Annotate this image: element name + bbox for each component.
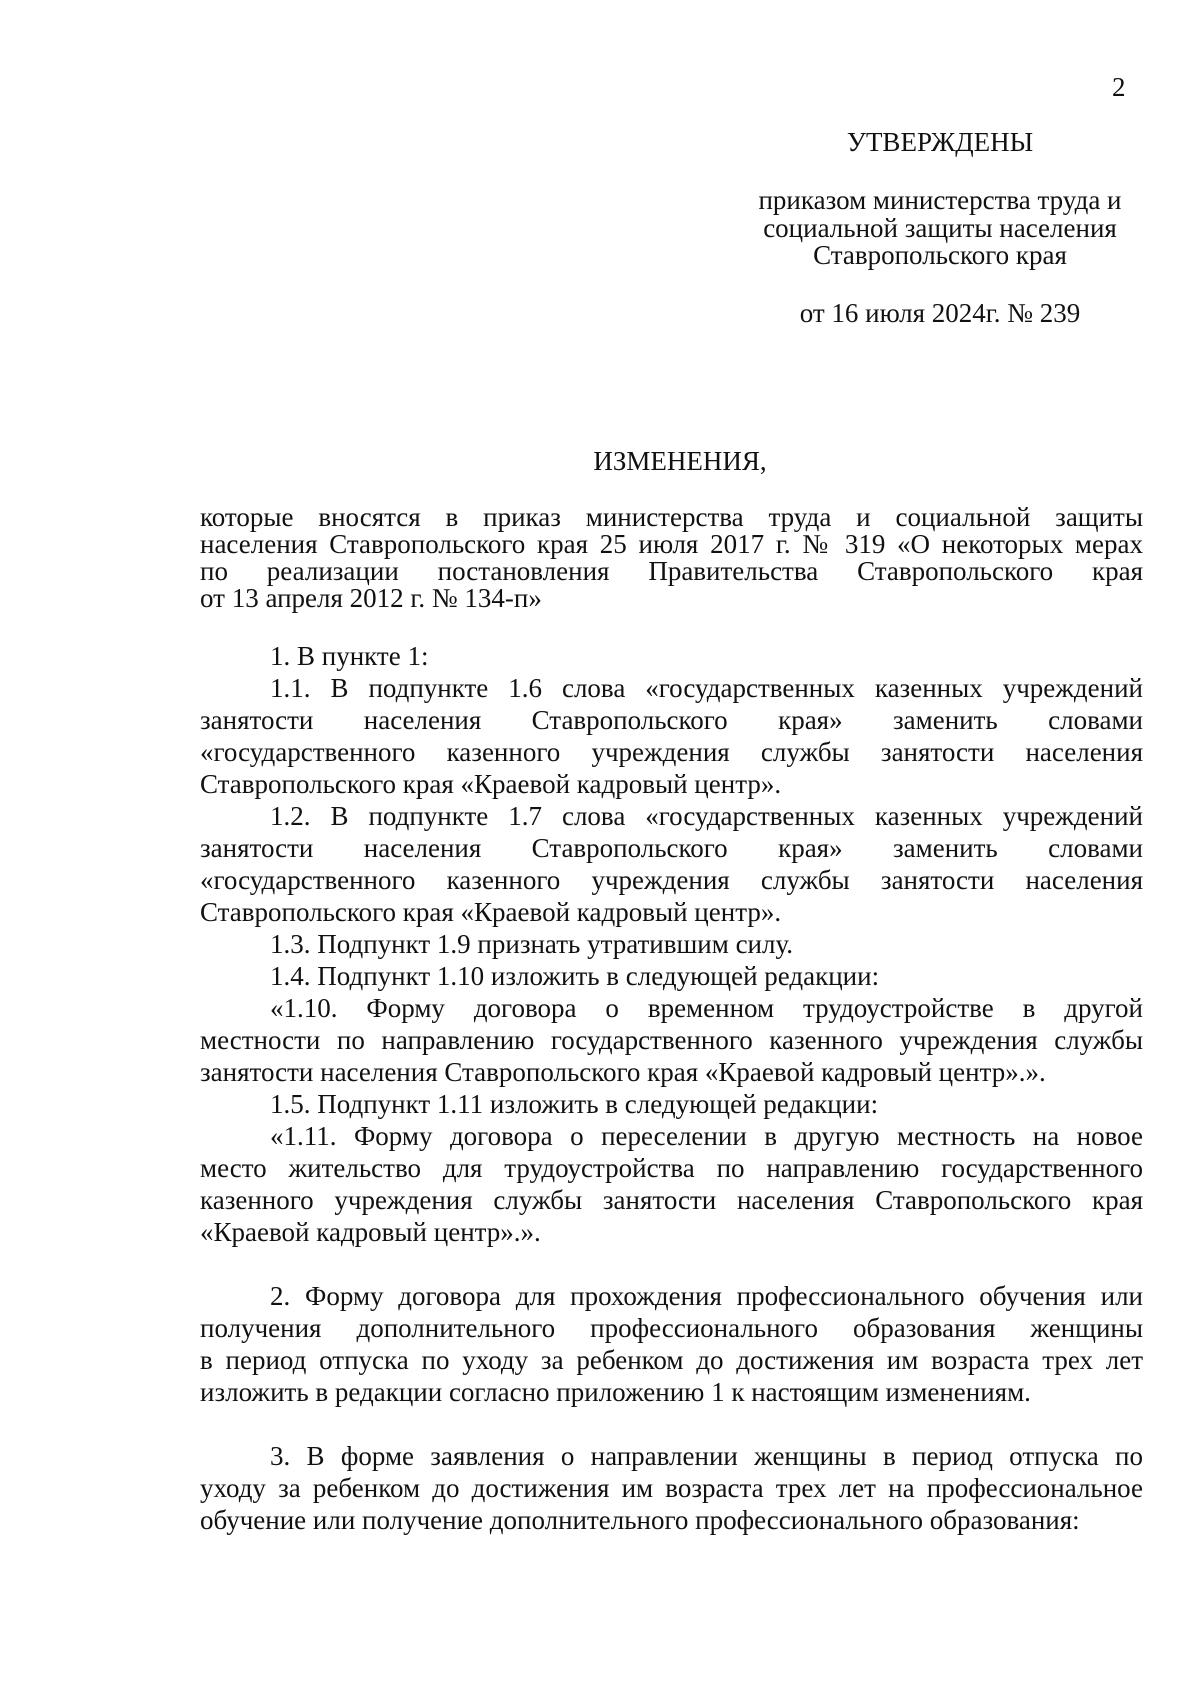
approval-issuer	[700, 187, 1180, 270]
paragraph-gap	[200, 1408, 1143, 1440]
body-line: обучение или получение дополнительного профессионального образования:	[200, 1505, 1080, 1535]
body-line: 1.2. В подпункте 1.7 слова «государственных казенных учреждений	[270, 801, 1143, 831]
body-line: местности по направлению государственного казенного учреждения службы	[200, 1025, 1143, 1055]
approval-title: УТВЕРЖДЕНЫ	[846, 127, 1034, 157]
approval-line: приказом министерства труда и	[758, 185, 1122, 215]
body-line: Ставропольского края «Краевой кадровый центр».	[200, 769, 782, 799]
subtitle-line: которые вносятся в приказ министерства труда и социальной защиты	[200, 502, 1143, 532]
body-line: 1.1. В подпункте 1.6 слова «государственных казенных учреждений	[270, 673, 1143, 703]
body-line: казенного учреждения службы занятости населения Ставропольского края	[200, 1185, 1143, 1215]
subtitle-line: от 13 апреля 2012 г. № 134-п»	[200, 583, 542, 613]
approval-date: от 16 июля 2024г. № 239	[799, 298, 1081, 328]
body-line: «государственного казенного учреждения службы занятости населения	[200, 737, 1143, 767]
page-number: 2	[1112, 72, 1126, 102]
approval-line: социальной защиты населения	[763, 212, 1117, 243]
body-line: 1.5. Подпункт 1.11 изложить в следующей редакции:	[270, 1089, 879, 1119]
body-line: изложить в редакции согласно приложению 1 к настоящим изменениям.	[200, 1377, 1031, 1407]
body-line: «1.11. Форму договора о переселении в другую местность на новое	[270, 1121, 1143, 1151]
body-line: «Краевой кадровый центр».».	[200, 1217, 541, 1247]
document-title: ИЗМЕНЕНИЯ,	[593, 446, 767, 476]
body-line: получения дополнительного профессионального образования женщины	[200, 1313, 1143, 1343]
document-body	[200, 640, 1143, 1536]
body-line: занятости населения Ставропольского края «Краевой кадровый центр».».	[200, 1057, 1046, 1087]
approval-line: Ставропольского края	[813, 240, 1067, 271]
body-line: занятости населения Ставропольского края» заменить словами	[200, 833, 1143, 863]
body-line: 1.4. Подпункт 1.10 изложить в следующей редакции:	[270, 961, 880, 991]
body-line: занятости населения Ставропольского края» заменить словами	[200, 705, 1143, 735]
subtitle-line: по реализации постановления Правительства Ставропольского края	[200, 556, 1143, 586]
paragraph-gap	[200, 1248, 1143, 1280]
body-line: место жительство для трудоустройства по направлению государственного	[200, 1153, 1143, 1183]
body-line: Ставропольского края «Краевой кадровый центр».	[200, 897, 782, 927]
body-line: 1.3. Подпункт 1.9 признать утратившим силу.	[270, 929, 794, 959]
body-line: 2. Форму договора для прохождения профессионального обучения или	[270, 1281, 1143, 1311]
body-line: «1.10. Форму договора о временном трудоустройстве в другой	[270, 993, 1143, 1023]
subtitle-line: населения Ставропольского края 25 июля 2017 г. № 319 «О некоторых мерах	[200, 529, 1143, 559]
document-subtitle	[200, 504, 1143, 612]
body-line: уходу за ребенком до достижения им возраста трех лет на профессиональное	[200, 1473, 1143, 1503]
body-line: в период отпуска по уходу за ребенком до достижения им возраста трех лет	[200, 1345, 1143, 1375]
body-line: 3. В форме заявления о направлении женщины в период отпуска по	[270, 1441, 1143, 1471]
body-line: «государственного казенного учреждения службы занятости населения	[200, 865, 1143, 895]
body-line: 1. В пункте 1:	[270, 641, 429, 671]
